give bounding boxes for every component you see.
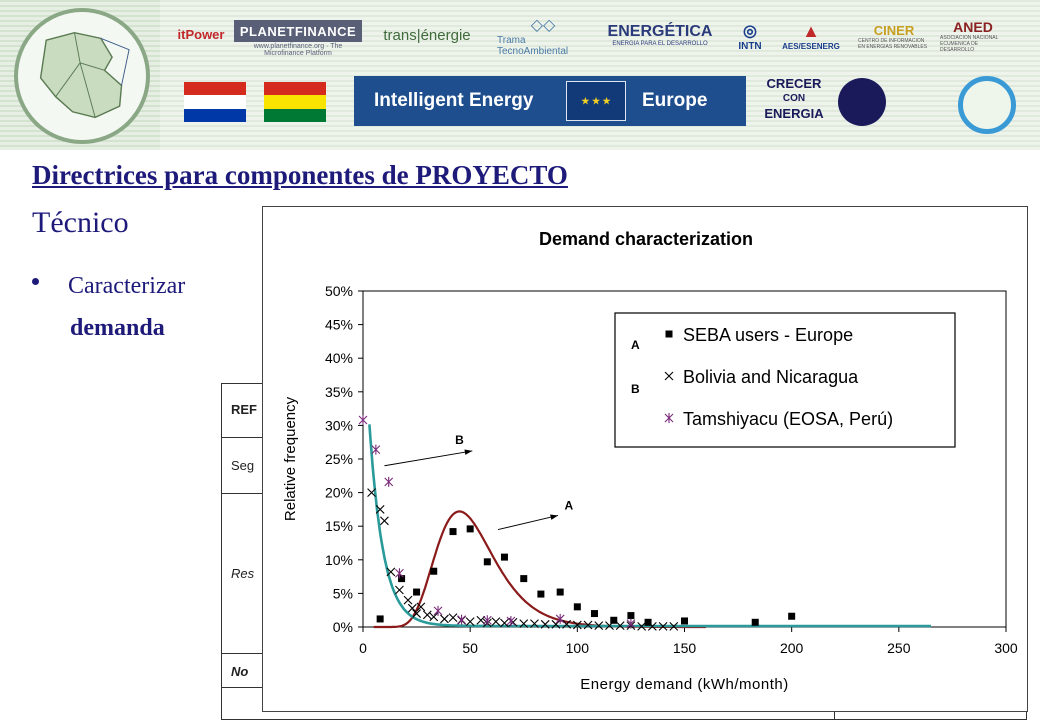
paraguay-flag-icon <box>184 82 246 122</box>
y-tick-label: 15% <box>324 518 353 535</box>
intelligent-energy-europe-banner <box>354 76 746 126</box>
data-point-series-0 <box>377 615 384 622</box>
y-tick-label: 30% <box>324 417 353 434</box>
planetfinance-logo: PLANETFINANCE <box>234 20 362 42</box>
banner-left-label: Intelligent Energy <box>374 90 534 111</box>
data-point-series-2 <box>385 477 393 487</box>
crecer-line-1: CRECER <box>766 76 822 91</box>
table-cell: Res <box>231 566 255 581</box>
table-cell: No <box>231 664 249 679</box>
data-point-series-2 <box>395 568 403 578</box>
slide-heading: Directrices para componentes de PROYECTO <box>32 160 568 190</box>
y-tick-label: 25% <box>324 451 353 467</box>
energetica-label: ENERGÉTICA <box>607 23 713 40</box>
trama-label: Trama TecnoAmbiental <box>497 35 569 57</box>
crecer-line-2: CON <box>782 93 806 104</box>
legend-label: SEBA users - Europe <box>683 325 854 345</box>
x-tick-label: 50 <box>462 640 478 656</box>
bullet-icon <box>32 278 39 285</box>
ciner-tagline: CENTRO DE INFORMACION EN ENERGIAS RENOVABLES <box>858 37 928 50</box>
y-tick-label: 40% <box>324 350 353 367</box>
annotation-arrow-b-head <box>464 449 472 454</box>
data-point-series-0 <box>610 617 617 624</box>
chart-title: Demand characterization <box>538 229 754 249</box>
ciner-logo <box>858 16 930 56</box>
aned-label: ANED <box>953 19 993 35</box>
data-point-series-1 <box>492 618 500 626</box>
data-point-series-0 <box>537 591 544 598</box>
trama-tecnoambiental-logo <box>497 16 589 56</box>
aes-label: AES/ESENERG <box>782 42 840 51</box>
intn-icon: ◎ <box>743 22 757 40</box>
data-point-series-0 <box>484 558 491 565</box>
data-point-series-1 <box>423 611 431 619</box>
intn-label: INTN <box>738 40 762 52</box>
data-point-series-0 <box>413 589 420 596</box>
data-point-series-2 <box>627 619 635 629</box>
legend-marker <box>666 331 673 338</box>
x-tick-label: 0 <box>359 640 367 656</box>
legend-label: Tamshiyacu (EOSA, Perú) <box>683 409 894 429</box>
fit-curve-b <box>369 424 931 626</box>
aes-esenerg-logo <box>780 16 842 56</box>
data-point-series-2 <box>372 445 380 455</box>
itpower-logo: itPower <box>177 26 225 42</box>
paraguay-map-logo <box>14 8 150 144</box>
legend-label: Bolivia and Nicaragua <box>683 367 859 387</box>
x-tick-label: 200 <box>779 640 804 656</box>
x-tick-label: 100 <box>565 640 590 656</box>
planetfinance-tagline: www.planetfinance.org · The Microfinance Platform <box>253 43 343 57</box>
data-point-series-0 <box>627 612 634 619</box>
data-point-series-0 <box>501 554 508 561</box>
aned-logo <box>940 16 1006 56</box>
ciner-label: CINER <box>873 22 915 38</box>
aes-icon: ▲ <box>802 21 820 41</box>
bullet-text: Caracterizar <box>68 273 186 299</box>
slide-subheading: Técnico <box>32 206 129 239</box>
crecer-con-energia-logo <box>756 76 832 128</box>
y-tick-label: 20% <box>324 484 353 501</box>
data-point-series-0 <box>591 610 598 617</box>
data-point-series-2 <box>434 606 442 616</box>
ring-logo-icon <box>958 76 1016 134</box>
data-point-series-0 <box>752 619 759 626</box>
globe-icon <box>838 78 886 126</box>
annotation-label-b: B <box>455 433 464 448</box>
data-point-series-0 <box>788 613 795 620</box>
data-point-series-0 <box>557 589 564 596</box>
y-tick-label: 45% <box>324 316 353 333</box>
trama-icon: ◇◇ <box>530 17 556 34</box>
data-point-series-0 <box>520 575 527 582</box>
y-tick-label: 5% <box>332 585 353 602</box>
data-point-series-1 <box>477 616 485 624</box>
y-tick-label: 0% <box>332 619 353 635</box>
x-tick-label: 150 <box>672 640 697 656</box>
transenergie-logo: trans|énergie <box>383 26 471 44</box>
y-tick-label: 35% <box>324 383 353 400</box>
bullet-bold-text: demanda <box>70 315 165 341</box>
x-tick-label: 300 <box>994 640 1018 656</box>
x-axis-label: Energy demand (kWh/month) <box>580 676 789 693</box>
y-axis-label: Relative frequency <box>282 396 299 522</box>
data-point-series-0 <box>450 528 457 535</box>
aned-tagline: ASOCIACION NACIONAL ECUMENICA DE DESARROLLO <box>940 35 999 53</box>
data-point-series-0 <box>574 603 581 610</box>
data-point-series-1 <box>408 604 416 612</box>
energetica-tagline: ENERGIA PARA EL DESARROLLO <box>612 41 708 47</box>
annotation-label-a: A <box>564 498 574 513</box>
intn-logo <box>730 16 770 56</box>
annotation-arrow-a <box>498 515 558 529</box>
legend-letter-a: A <box>631 338 640 352</box>
x-tick-label: 250 <box>887 640 911 656</box>
data-point-series-0 <box>681 617 688 624</box>
eu-stars-icon: ★ ★ ★ <box>566 81 626 121</box>
energetica-logo <box>600 16 720 54</box>
data-point-series-1 <box>404 596 412 604</box>
y-tick-label: 50% <box>324 283 353 299</box>
crecer-line-3: ENERGIA <box>764 106 824 121</box>
banner-right-label: Europe <box>642 90 708 111</box>
demand-chart <box>263 207 1029 713</box>
data-point-series-2 <box>458 615 466 625</box>
annotation-arrow-b <box>384 451 472 466</box>
data-point-series-0 <box>430 568 437 575</box>
data-point-series-1 <box>380 517 388 525</box>
data-point-series-1 <box>440 615 448 623</box>
table-cell: Seg <box>231 458 255 473</box>
data-point-series-0 <box>467 525 474 532</box>
data-point-series-2 <box>359 415 367 425</box>
map-icon <box>18 12 146 140</box>
demand-chart-panel <box>262 206 1028 712</box>
data-point-series-1 <box>395 586 403 594</box>
legend-letter-b: B <box>631 382 640 396</box>
y-tick-label: 10% <box>324 551 353 568</box>
data-point-series-1 <box>466 618 474 626</box>
bolivia-flag-icon <box>264 82 326 122</box>
data-point-series-1 <box>430 613 438 621</box>
table-cell: REF <box>231 402 257 417</box>
data-point-series-1 <box>449 614 457 622</box>
